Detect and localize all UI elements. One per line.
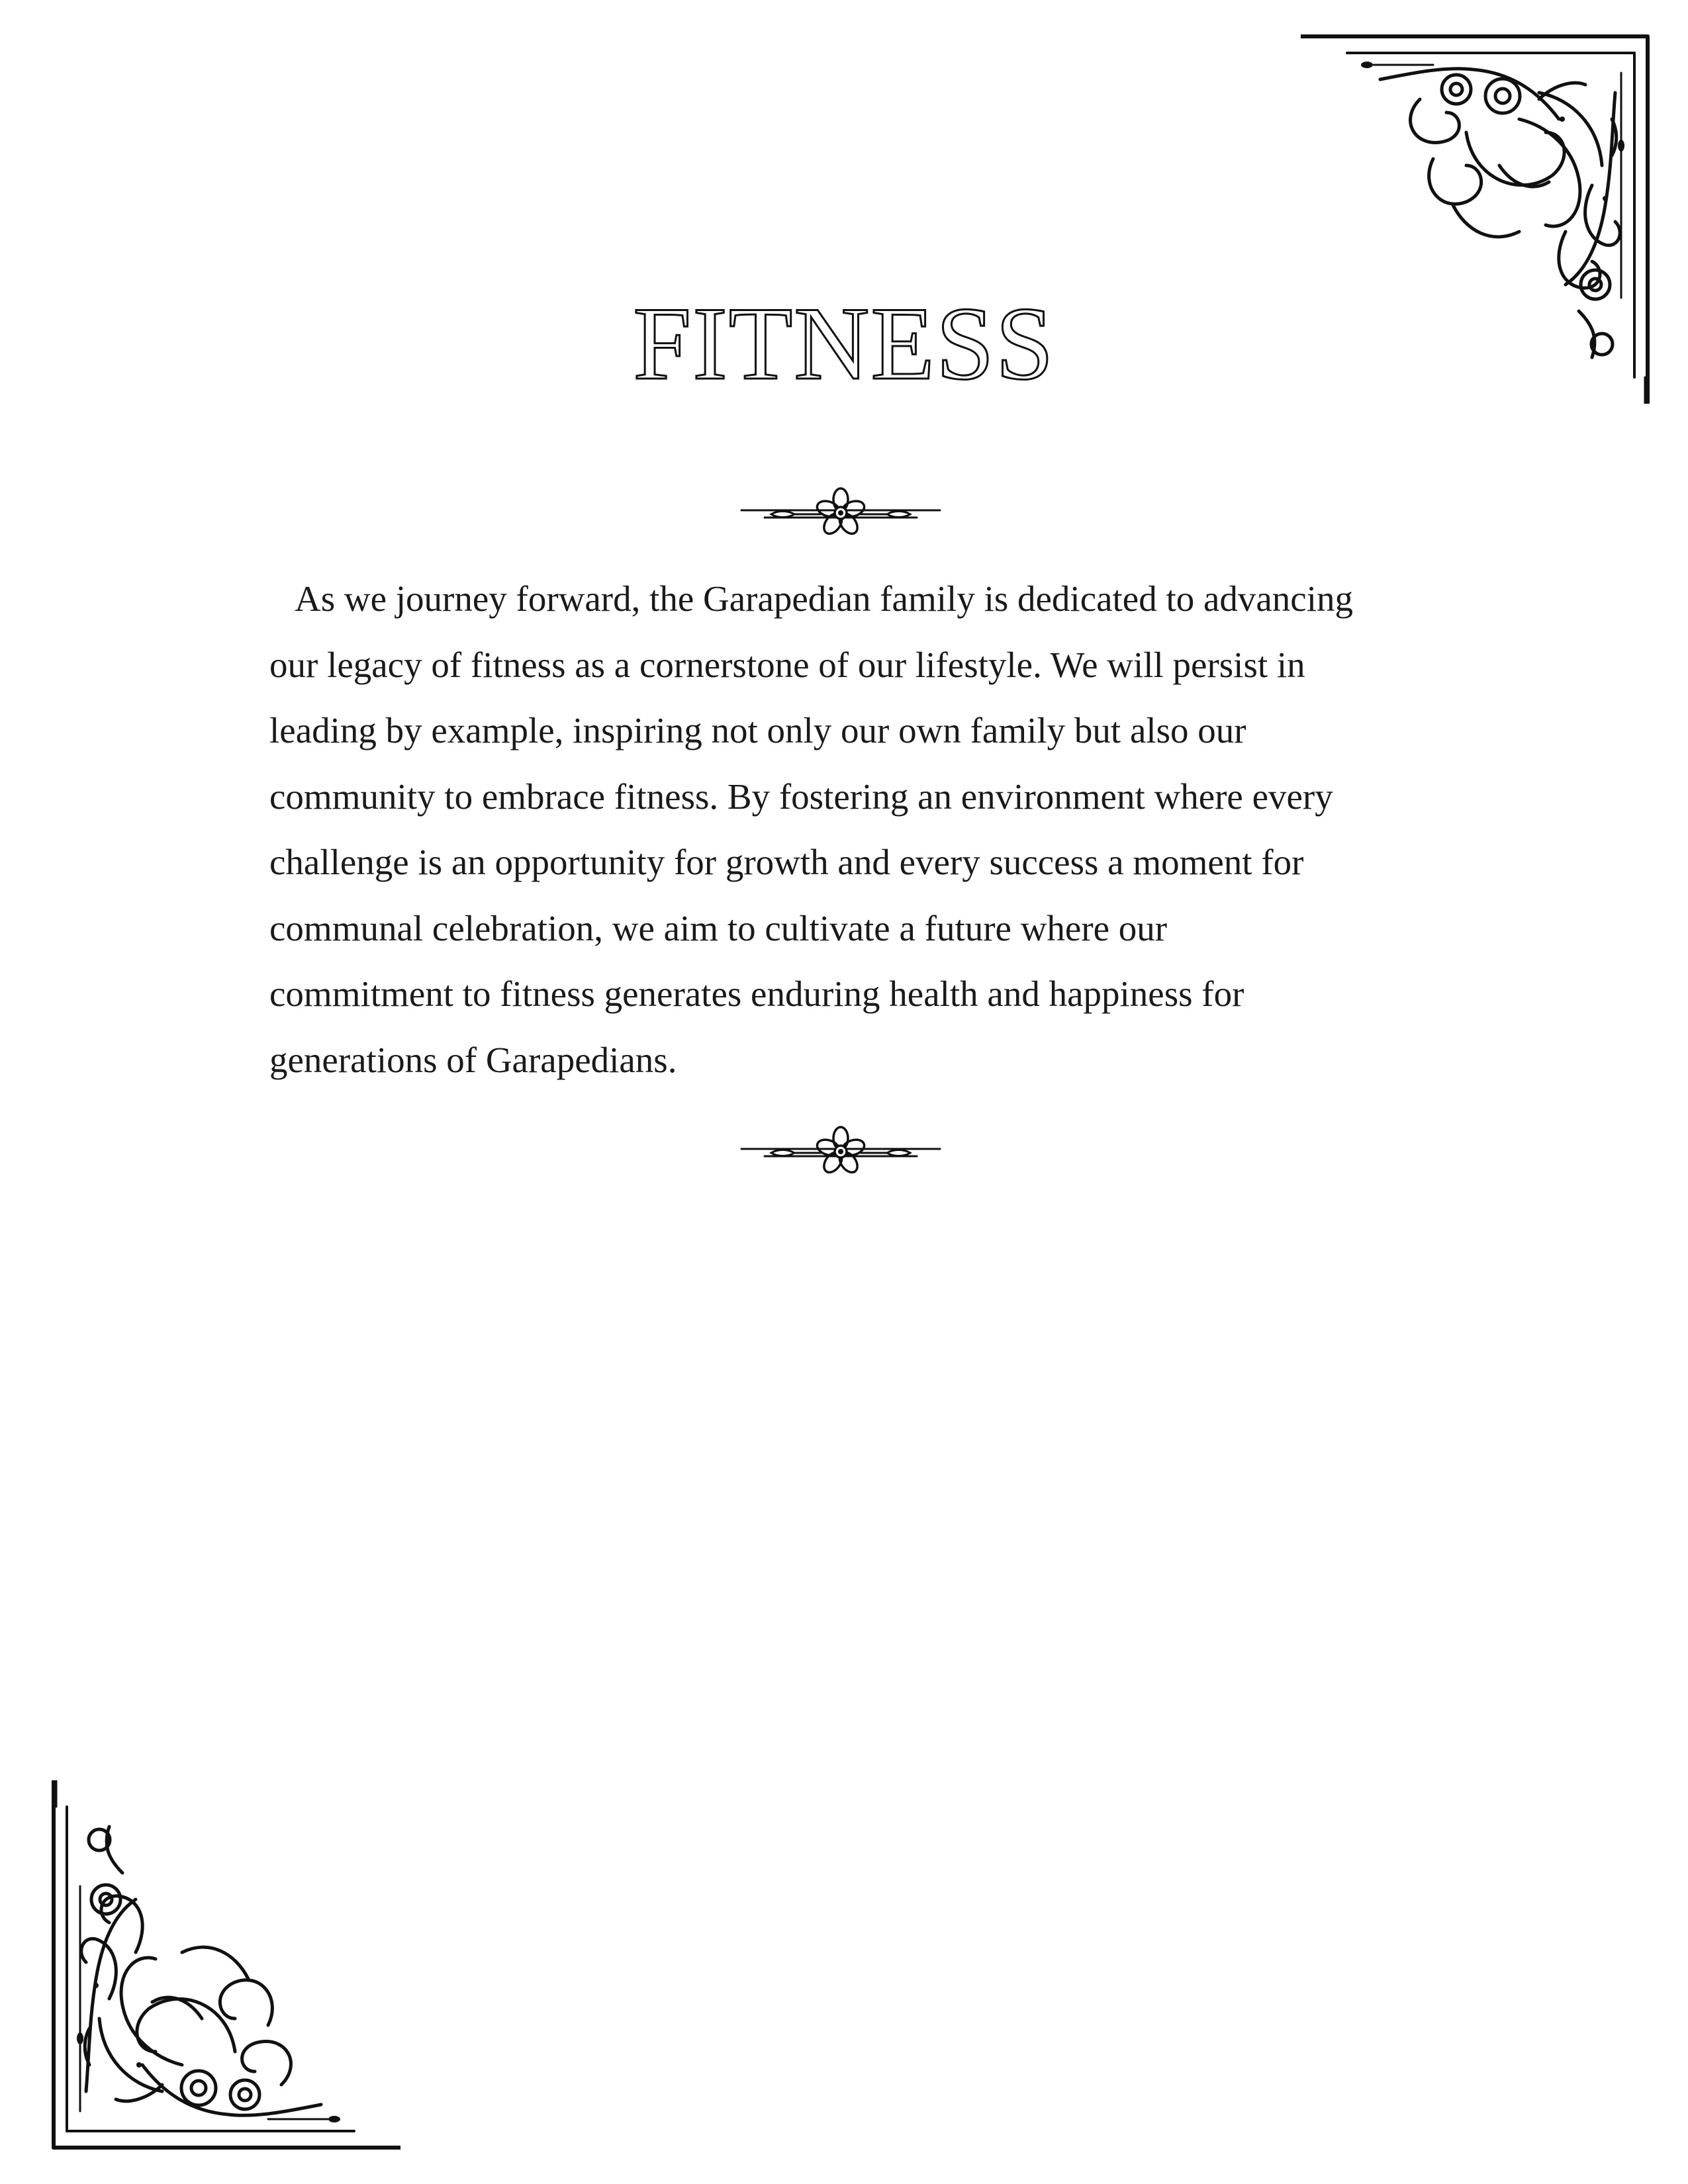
body-line: generations of Garapedians. [269,1039,677,1080]
body-line: our legacy of fitness as a cornerstone of our lifestyle. We will persist in [269,644,1305,685]
body-paragraph [269,566,1434,1093]
flower-divider-top-icon [738,473,943,553]
body-line: community to embrace fitness. By fostering an environment where every [269,776,1333,817]
flower-divider-bottom-icon [738,1112,943,1191]
body-line: As we journey forward, the Garapedian family is dedicated to advancing [295,578,1354,619]
body-line: communal celebration, we aim to cultivate a future where our [269,907,1168,948]
body-line: commitment to fitness generates enduring health and happiness for [269,974,1244,1014]
page-title: FITNESS [633,286,1055,402]
body-line: challenge is an opportunity for growth and every success a moment for [269,842,1304,882]
body-line: leading by example, inspiring not only our own family but also our [269,710,1246,751]
corner-flourish-bottom-left-icon [30,1780,400,2151]
